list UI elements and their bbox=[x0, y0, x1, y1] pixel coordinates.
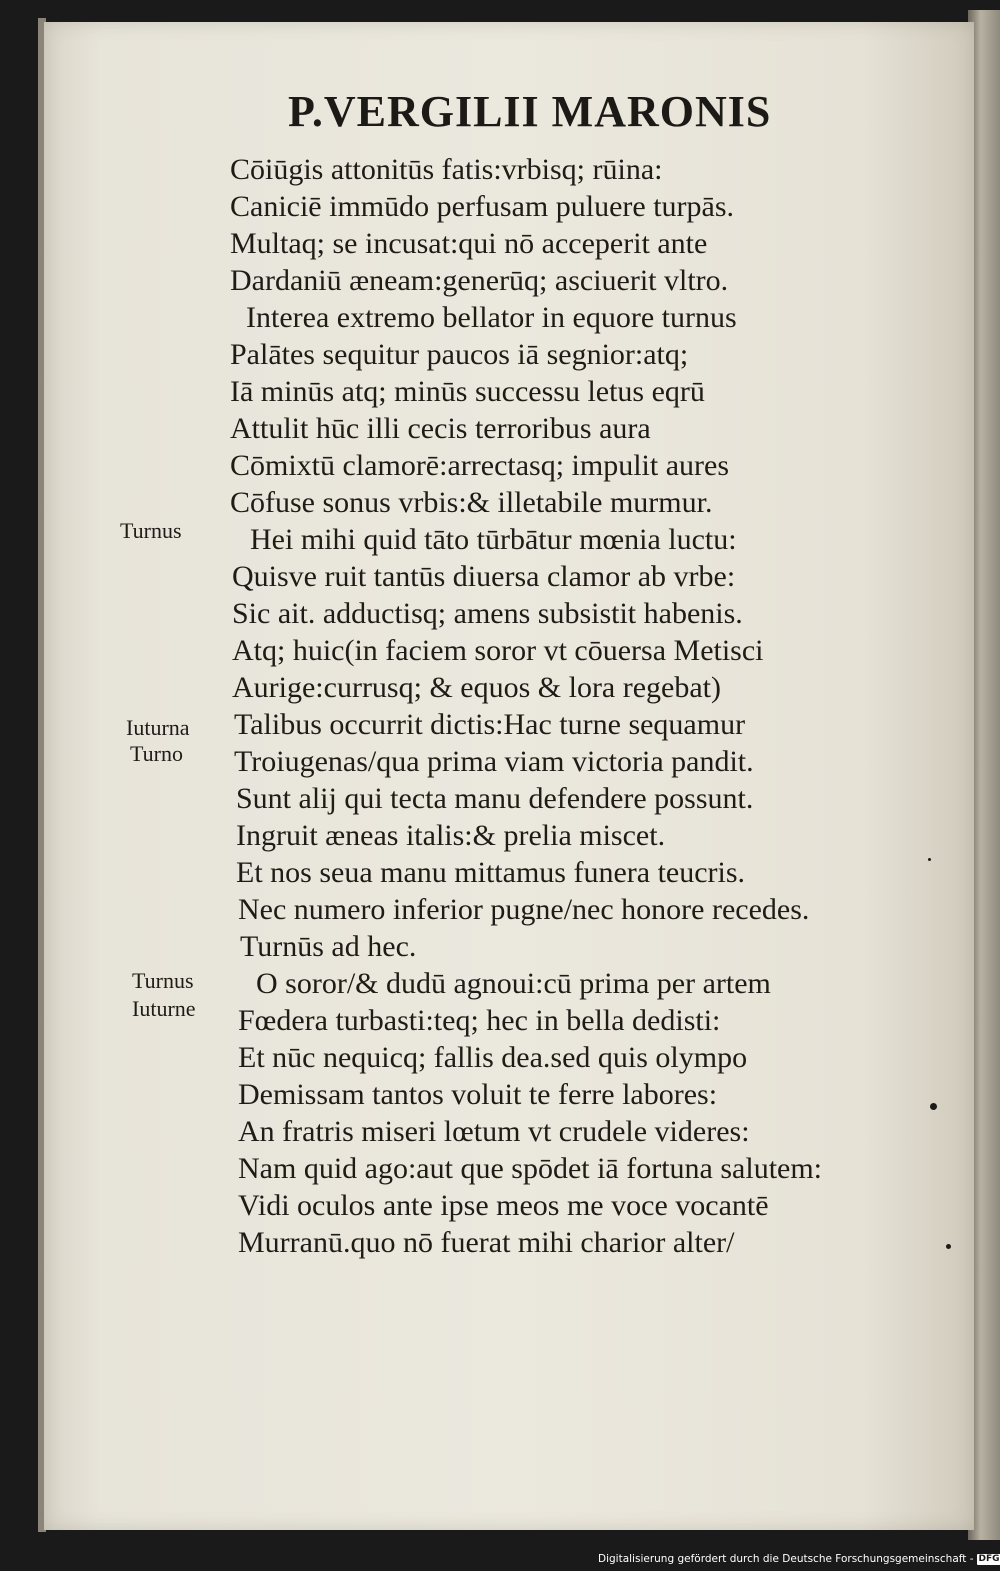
verse-line: Multaq; se incusat:qui nō acceperit ante bbox=[230, 227, 708, 260]
verse-line: Iā minūs atq; minūs successu letus eqrū bbox=[230, 375, 705, 408]
verse-line: Cōiūgis attonitūs fatis:vrbisq; rūina: bbox=[230, 153, 663, 186]
ink-spot bbox=[930, 1103, 937, 1110]
verse-line: An fratris miseri lœtum vt crudele videres: bbox=[238, 1115, 750, 1148]
marginal-speaker-note: Turno bbox=[130, 741, 183, 766]
verse-line: Turnūs ad hec. bbox=[240, 930, 417, 963]
verse-line: Quisve ruit tantūs diuersa clamor ab vrbe: bbox=[232, 560, 736, 593]
verse-line: Sic ait. adductisq; amens subsistit habenis. bbox=[232, 597, 743, 630]
marginal-speaker-note: Iuturne bbox=[132, 996, 196, 1021]
verse-line: Nam quid ago:aut que spōdet iā fortuna salutem: bbox=[238, 1152, 823, 1185]
verse-line: Demissam tantos voluit te ferre labores: bbox=[238, 1078, 718, 1111]
verse-line: Atq; huic(in faciem soror vt cōuersa Metisci bbox=[232, 634, 764, 667]
verse-line: Nec numero inferior pugne/nec honore recedes. bbox=[238, 893, 810, 926]
verse-line: Ingruit æneas italis:& prelia miscet. bbox=[236, 819, 666, 852]
verse-line: Sunt alij qui tecta manu defendere possunt. bbox=[236, 782, 754, 815]
verse-line: Hei mihi quid tāto tūrbātur mœnia luctu: bbox=[250, 523, 737, 556]
marginal-speaker-note: Iuturna bbox=[126, 715, 190, 740]
running-head: P.VERGILII MARONIS bbox=[288, 87, 772, 136]
verse-line: Caniciē immūdo perfusam puluere turpās. bbox=[230, 190, 735, 223]
verse-line: Vidi oculos ante ipse meos me voce vocantē bbox=[238, 1189, 769, 1222]
verse-line: Troiugenas/qua prima viam victoria pandit. bbox=[234, 745, 754, 778]
verse-line: Et nūc nequicq; fallis dea.sed quis olympo bbox=[238, 1041, 748, 1074]
verse-line: Fœdera turbasti:teq; hec in bella dedisti: bbox=[238, 1004, 721, 1037]
verse-line: Interea extremo bellator in equore turnus bbox=[246, 301, 737, 334]
verse-line: Murranū.quo nō fuerat mihi charior alter/ bbox=[238, 1226, 735, 1259]
verse-line: Cōmixtū clamorē:arrectasq; impulit aures bbox=[230, 449, 730, 482]
dfg-logo: DFG bbox=[978, 1553, 1000, 1564]
verse-line: Attulit hūc illi cecis terroribus aura bbox=[230, 412, 651, 445]
verse-line: Dardaniū æneam:generūq; asciuerit vltro. bbox=[230, 264, 729, 297]
verse-line: Talibus occurrit dictis:Hac turne sequamur bbox=[234, 708, 746, 741]
verse-line: Cōfuse sonus vrbis:& illetabile murmur. bbox=[230, 486, 713, 519]
credit-text: Digitalisierung gefördert durch die Deutsche Forschungsgemeinschaft - bbox=[598, 1553, 974, 1565]
verse-line: Aurige:currusq; & equos & lora regebat) bbox=[232, 671, 722, 704]
ink-spot bbox=[928, 858, 931, 861]
marginal-speaker-note: Turnus bbox=[132, 968, 194, 993]
verse-line: O soror/& dudū agnoui:cū prima per artem bbox=[256, 967, 771, 1000]
marginal-speaker-note: Turnus bbox=[120, 518, 182, 543]
digitization-credit bbox=[598, 1552, 1000, 1566]
verse-line: Et nos seua manu mittamus funera teucris. bbox=[236, 856, 746, 889]
verse-line: Palātes sequitur paucos iā segnior:atq; bbox=[230, 338, 689, 371]
ink-spot bbox=[946, 1244, 951, 1249]
